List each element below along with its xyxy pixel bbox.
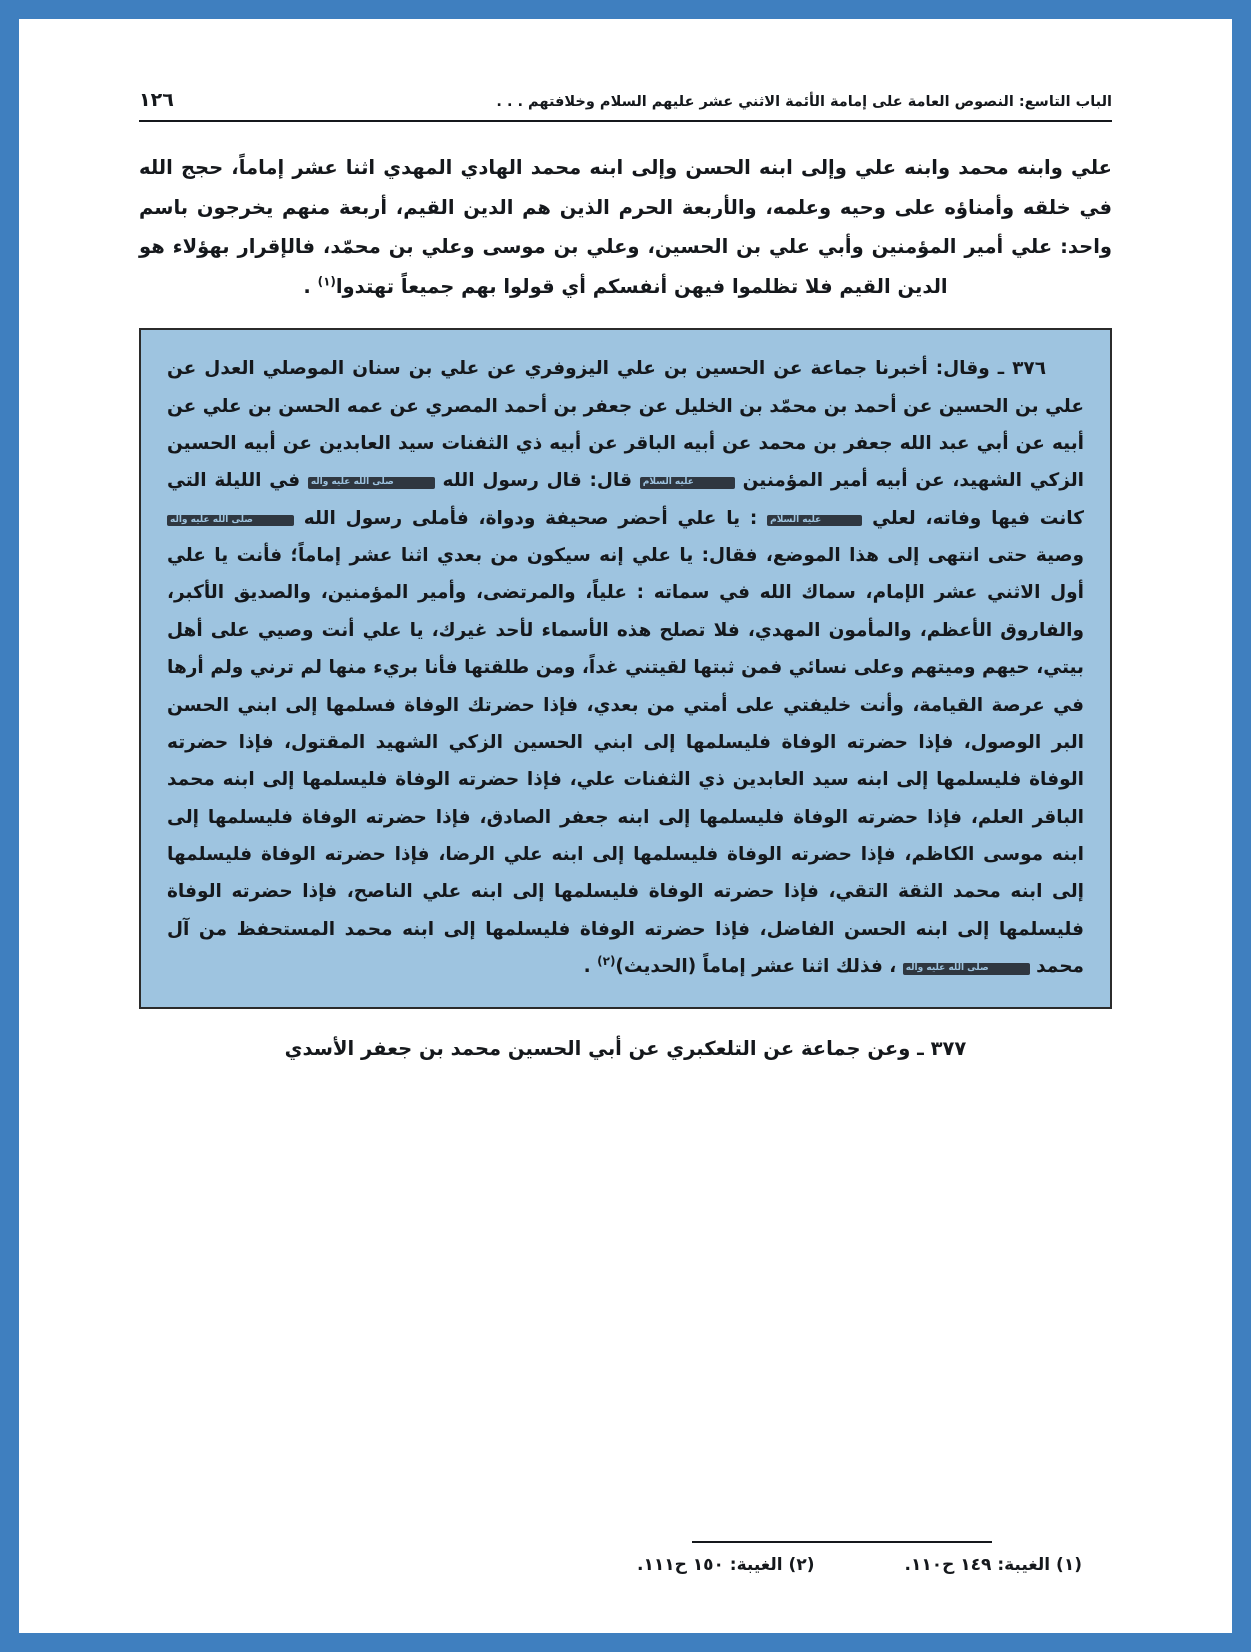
hadith-text-5: وصية حتى انتهى إلى هذا الموضع، فقال: يا علي إنه سيكون من بعدي اثنا عشر إماماً؛ فأنت يا علي أول الاثني عشر الإمام، سماك الله في سماته : علياً، والمرتضى، وأمير المؤمنين، والصديق الأكبر، والفاروق الأعظم، والمأمون المهدي، فلا تصلح هذه الأسماء لأحد غيرك، يا علي أنت وصيي على أهل بيتي، حيهم وميتهم وعلى نسائي فمن ثبتها لقيتني غداً، ومن طلقتها فأنا بريء منها لم ترني ولم أرها في عرصة القيامة، وأنت خليفتي على أمتي من بعدي، فإذا حضرتك الوفاة فسلمها إلى ابني الحسن البر الوصول، فإذا حضرته الوفاة فليسلمها إلى ابني الحسين الزكي الشهيد المقتول، فإذا حضرته الوفاة فليسلمها إلى ابنه سيد العابدين ذي الثفنات علي، فإذا حضرته الوفاة فليسلمها إلى ابنه محمد الباقر العلم، فإذا حضرته الوفاة فليسلمها إلى ابنه جعفر الصادق، فإذا حضرته الوفاة فليسلمها إلى ابنه موسى الكاظم، فإذا حضرته الوفاة فليسلمها إلى ابنه علي الرضا، فإذا حضرته الوفاة فليسلمها إلى ابنه محمد الثقة التقي، فإذا حضرته الوفاة فليسلمها إلى ابنه علي الناصح، فإذا حضرته الوفاة فليسلمها إلى ابنه الحسن الفاضل، فإذا حضرته الوفاة فليسلمها إلى ابنه محمد المستحفظ من آل محمد (167, 545, 1084, 978)
paragraph-top-end: . (303, 274, 318, 298)
salutation-icon-3: عليه السلام (767, 515, 862, 526)
hadith-text-6: ، فذلك اثنا عشر إماماً (الحديث) (615, 956, 903, 978)
highlighted-hadith-block (139, 328, 1112, 1009)
hadith-text (167, 350, 1084, 985)
page-content (19, 19, 1232, 1633)
footnote-marker-1: (١) (317, 274, 336, 289)
footnote-marker: (٢) (788, 1555, 815, 1575)
hadith-text-end: . (583, 956, 598, 978)
footnote-marker: (١) (1056, 1555, 1082, 1575)
salutation-icon-2: صلى الله عليه وآله (308, 477, 435, 488)
page-number: ١٢٦ (139, 89, 174, 111)
salutation-icon-5: صلى الله عليه وآله (903, 963, 1030, 974)
chapter-header-title: الباب التاسع: النصوص العامة على إمامة الأئمة الاثني عشر عليهم السلام وخلافتهم . . . (496, 94, 1112, 110)
paragraph-after: ٣٧٧ ـ وعن جماعة عن التلعكبري عن أبي الحسين محمد بن جعفر الأسدي (284, 1037, 967, 1061)
footnote-text: الغيبة: ١٤٩ ح١١٠. (904, 1555, 1051, 1575)
page-canvas (14, 14, 1237, 1638)
salutation-icon-4: صلى الله عليه وآله (167, 515, 294, 526)
salutation-icon-1: عليه السلام (640, 477, 735, 488)
footnote-item (904, 1555, 1082, 1575)
hadith-lead: وقال: (935, 358, 990, 380)
page-header (139, 89, 1112, 111)
paragraph-top-text: علي وابنه محمد وابنه علي وإلى ابنه الحسن وإلى ابنه محمد الهادي المهدي اثنا عشر إماماً، حجج الله في خلقه وأمناؤه على وحيه وعلمه، والأربعة الحرم الذين هم الدين القيم، أربعة منهم يخرجون باسم واحد: علي أمير المؤمنين وأبي علي بن الحسين، وعلي بن موسى وعلي بن محمّد، فالإقرار بهؤلاء هو الدين القيم فلا تظلموا فيهن أنفسكم أي قولوا بهم جميعاً تهتدوا (139, 156, 1112, 298)
footnote-marker-2: (٢) (597, 953, 616, 968)
header-divider (139, 120, 1112, 122)
hadith-text-3: في الليلة التي كانت فيها وفاته، لعلي (167, 470, 1084, 529)
footnote-divider (692, 1541, 992, 1543)
footnote-item (637, 1555, 815, 1575)
paragraph-top (139, 148, 1112, 306)
hadith-number: ٣٧٦ ـ (997, 358, 1046, 380)
hadith-text-4: : يا علي أحضر صحيفة ودواة، فأملى رسول الله (293, 507, 768, 529)
hadith-text-1: أخبرنا جماعة عن الحسين بن علي اليزوفري عن علي بن سنان الموصلي العدل عن علي بن الحسين عن أحمد بن محمّد بن الخليل عن جعفر بن أحمد المصري عن عمه الحسن بن علي عن أبيه عن أبي عبد الله جعفر بن محمد عن أبيه الباقر عن أبيه ذي الثفنات سيد العابدين عن أبيه الحسين الزكي الشهيد، عن أبيه أمير المؤمنين (167, 358, 1084, 492)
footnote-text: الغيبة: ١٥٠ ح١١١. (636, 1555, 783, 1575)
footnote-list (139, 1555, 1112, 1575)
hadith-text-2: قال: قال رسول الله (434, 470, 640, 492)
footnote-area (139, 1541, 1112, 1593)
